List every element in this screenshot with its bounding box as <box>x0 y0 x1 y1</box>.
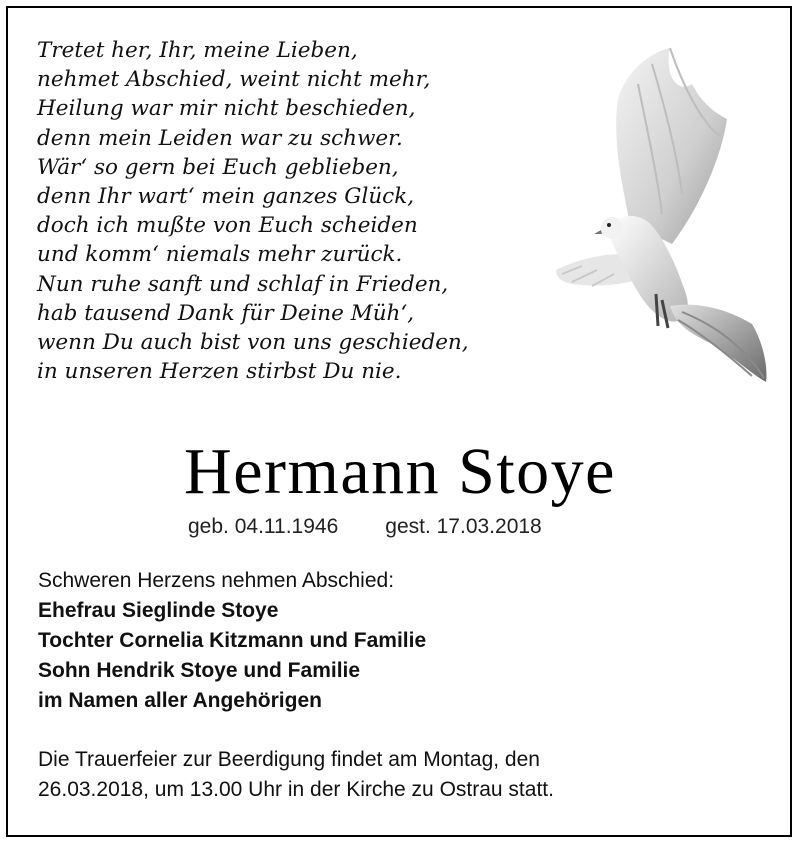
poem <box>37 36 469 386</box>
mourners-intro: Schweren Herzens nehmen Abschied: <box>38 569 395 592</box>
poem-line: doch ich mußte von Euch scheiden <box>37 213 418 239</box>
poem-line: nehmet Abschied, weint nicht mehr, <box>37 67 431 93</box>
deceased-name: Hermann Stoye <box>184 435 616 508</box>
poem-line: Nun ruhe sanft und schlaf in Frieden, <box>37 271 449 297</box>
poem-line: denn Ihr wart‘ mein ganzes Glück, <box>37 184 415 210</box>
death-date: gest. 17.03.2018 <box>385 515 542 538</box>
poem-line: wenn Du auch bist von uns geschieden, <box>37 330 469 356</box>
poem-line: Tretet her, Ihr, meine Lieben, <box>37 38 358 63</box>
poem-line: denn mein Leiden war zu schwer. <box>37 125 403 151</box>
mourner-name: Ehefrau Sieglinde Stoye <box>38 599 279 622</box>
life-dates <box>188 515 542 539</box>
service-line: 26.03.2018, um 13.00 Uhr in der Kirche zu Ostrau statt. <box>38 778 554 801</box>
poem-line: Heilung war mir nicht beschieden, <box>37 96 416 122</box>
poem-line: in unseren Herzen stirbst Du nie. <box>37 359 402 385</box>
mourner-name: Tochter Cornelia Kitzmann und Familie <box>38 629 427 652</box>
funeral-service-info <box>38 745 778 805</box>
poem-line: Wär‘ so gern bei Euch geblieben, <box>37 154 399 180</box>
dove-icon <box>552 44 770 386</box>
mourner-name: im Namen aller Angehörigen <box>38 689 322 712</box>
poem-line: hab tausend Dank für Deine Müh‘, <box>37 300 415 326</box>
birth-date: geb. 04.11.1946 <box>188 515 339 538</box>
service-line: Die Trauerfeier zur Beerdigung findet am Montag, den <box>38 748 540 771</box>
poem-line: und komm‘ niemals mehr zurück. <box>37 242 403 268</box>
mourners-block <box>38 566 426 716</box>
mourner-name: Sohn Hendrik Stoye und Familie <box>38 659 361 682</box>
